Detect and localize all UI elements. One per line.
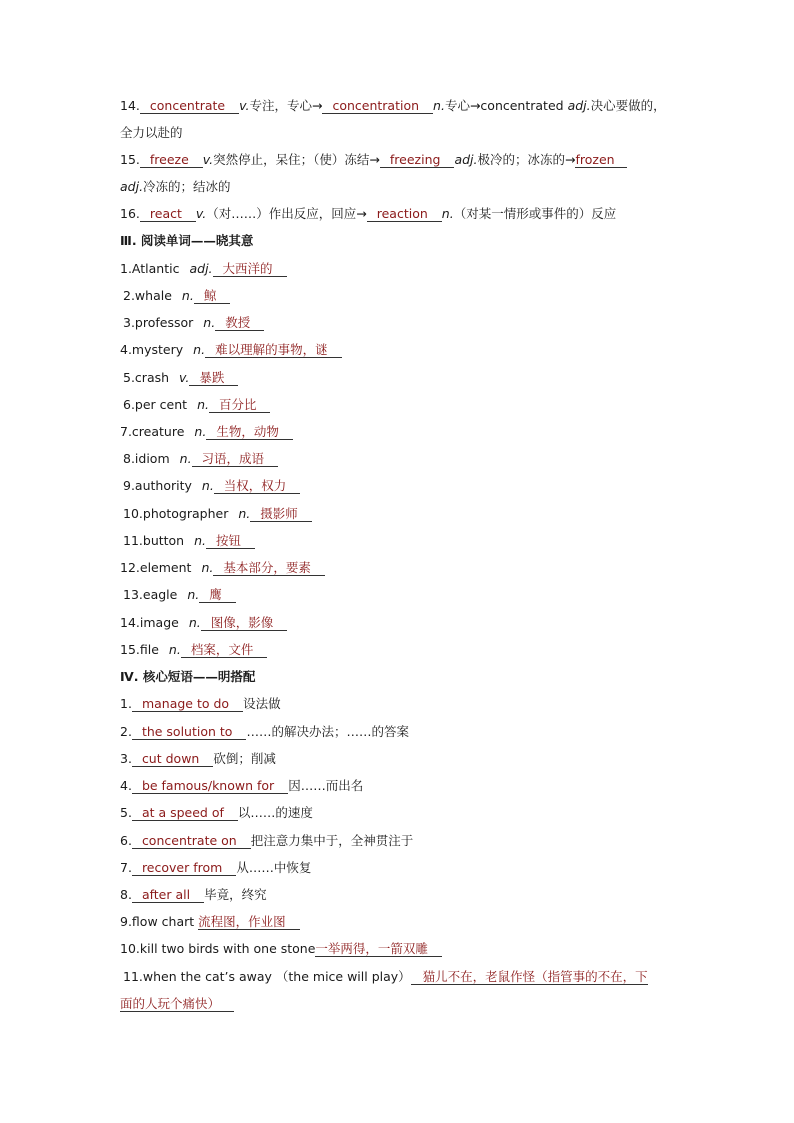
answer-blank: reaction (367, 206, 442, 222)
answer-blank: concentrate on (132, 833, 251, 849)
word-label: 11.button (123, 533, 185, 548)
reading-word-1 (120, 260, 680, 278)
answer-blank: frozen (575, 152, 626, 168)
meaning-text: （对……）作出反应，回应→ (206, 206, 367, 221)
part-of-speech: n. (203, 315, 216, 330)
word-label: 8.idiom (123, 451, 170, 466)
reading-word-14 (120, 614, 680, 632)
phrase-11 (123, 968, 683, 986)
word-label: 12.element (120, 560, 192, 575)
word-form-14-continuation (120, 124, 680, 142)
answer-blank: 难以理解的事物，谜 (205, 342, 342, 358)
phrase-5 (120, 804, 680, 822)
phrase-label: 9.flow chart (120, 914, 199, 929)
phrase-1 (120, 695, 680, 713)
answer-blank: 猫儿不在，老鼠作怪（指管事的不在，下 (411, 969, 648, 985)
answer-blank: 鹰 (199, 587, 236, 603)
meaning-text: 突然停止，呆住；（使）冻结→ (213, 152, 380, 167)
answer-blank: 面的人玩个痛快） (120, 996, 234, 1012)
part-of-speech: v. (179, 370, 190, 385)
reading-word-12 (120, 559, 680, 577)
word-label: 13.eagle (123, 587, 178, 602)
part-of-speech: v. (195, 206, 207, 221)
reading-word-9 (123, 477, 683, 495)
phrase-4 (120, 777, 680, 795)
answer-blank: at a speed of (132, 805, 238, 821)
part-of-speech: n. (201, 478, 214, 493)
word-label: 4.mystery (120, 342, 184, 357)
reading-word-4 (120, 341, 680, 359)
word-label: 6.per cent (123, 397, 188, 412)
part-of-speech: n. (193, 342, 206, 357)
reading-word-15 (120, 641, 680, 659)
reading-word-13 (123, 586, 683, 604)
meaning-text: 设法做 (243, 696, 281, 711)
word-form-15 (120, 151, 680, 169)
phrase-11-continuation (120, 995, 680, 1013)
meaning-text: 把注意力集中于，全神贯注于 (250, 833, 414, 848)
answer-blank: 按钮 (206, 533, 255, 549)
item-number: 4. (120, 778, 132, 793)
answer-blank: concentrate (140, 98, 239, 114)
reading-word-5 (123, 369, 683, 387)
reading-word-11 (123, 532, 683, 550)
item-number: 1. (120, 696, 132, 711)
word-label: 10.photographer (123, 506, 229, 521)
meaning-text: ……的解决办法；……的答案 (246, 724, 409, 739)
part-of-speech: n. (181, 288, 194, 303)
word-label: 15.file (120, 642, 159, 657)
section-heading-reading-words: Ⅲ. 阅读单词——晓其意 (120, 233, 254, 248)
meaning-text: （对某一情形或事件的）反应 (453, 206, 617, 221)
item-number: 6. (120, 833, 132, 848)
part-of-speech: adj. (454, 152, 478, 167)
part-of-speech: n. (197, 397, 209, 412)
item-number: 8. (120, 887, 132, 902)
meaning-text: 专注，专心→ (249, 98, 323, 113)
item-number: 3. (120, 751, 132, 766)
part-of-speech: n. (433, 98, 445, 113)
phrase-9 (120, 913, 680, 931)
word-label: 1.Atlantic (120, 261, 180, 276)
item-number: 15. (120, 152, 140, 167)
item-number: 14. (120, 98, 140, 113)
reading-word-6 (123, 396, 683, 414)
answer-blank: recover from (132, 860, 236, 876)
part-of-speech: n. (179, 451, 192, 466)
meaning-text: 冷冻的；结冰的 (143, 179, 231, 194)
part-of-speech: n. (201, 560, 214, 575)
part-of-speech: n. (194, 424, 207, 439)
answer-blank: freezing (380, 152, 455, 168)
word-label: 3.professor (123, 315, 194, 330)
phrase-3 (120, 750, 680, 768)
answer-blank: 暴跌 (189, 370, 238, 386)
word-label: 5.crash (123, 370, 170, 385)
meaning-text: 以……的速度 (237, 805, 313, 820)
answer-blank: react (140, 206, 196, 222)
phrase-10 (120, 940, 680, 958)
section-heading-core-phrases: Ⅳ. 核心短语——明搭配 (120, 669, 256, 684)
answer-blank: 习语，成语 (192, 451, 279, 467)
reading-word-7 (120, 423, 680, 441)
part-of-speech: adj. (567, 98, 591, 113)
word-label: 2.whale (123, 288, 172, 303)
meaning-text: 全力以赴的 (120, 125, 183, 140)
phrase-6 (120, 832, 680, 850)
meaning-text: 因……而出名 (288, 778, 364, 793)
answer-blank: 大西洋的 (213, 261, 287, 277)
phrase-2 (120, 723, 680, 741)
item-number: 5. (120, 805, 132, 820)
word-label: 7.creature (120, 424, 185, 439)
answer-blank: 百分比 (209, 397, 271, 413)
answer-blank: 摄影师 (250, 506, 312, 522)
answer-blank: 鲸 (194, 288, 231, 304)
answer-blank: manage to do (132, 696, 243, 712)
meaning-text: 从……中恢复 (236, 860, 312, 875)
phrase-7 (120, 859, 680, 877)
part-of-speech: n. (187, 587, 200, 602)
phrase-label: 10.kill two birds with one stone (120, 941, 316, 956)
reading-word-10 (123, 505, 683, 523)
reading-word-8 (123, 450, 683, 468)
reading-word-3 (123, 314, 683, 332)
item-number: 2. (120, 724, 132, 739)
phrase-8 (120, 886, 680, 904)
answer-blank: 当权，权力 (214, 478, 301, 494)
phrase-label: 11.when the cat’s away （the mice will play） (123, 969, 411, 984)
part-of-speech: v. (202, 152, 214, 167)
meaning-text: 专心→concentrated (444, 98, 568, 113)
part-of-speech: n. (194, 533, 207, 548)
answer-blank: 生物，动物 (206, 424, 293, 440)
answer-blank: 档案，文件 (181, 642, 268, 658)
word-form-16 (120, 205, 680, 223)
answer-blank: 图像，影像 (201, 615, 288, 631)
word-label: 14.image (120, 615, 179, 630)
answer-blank: 教授 (215, 315, 264, 331)
part-of-speech: adj. (120, 179, 144, 194)
answer-blank: 一举两得，一箭双雕 (315, 941, 442, 957)
answer-blank: the solution to (132, 724, 247, 740)
answer-blank: 流程图，作业图 (198, 914, 300, 930)
answer-blank: be famous/known for (132, 778, 288, 794)
word-form-14 (120, 97, 680, 115)
part-of-speech: adj. (189, 261, 213, 276)
item-number: 7. (120, 860, 132, 875)
meaning-text: 决心要做的， (590, 98, 666, 113)
part-of-speech: v. (239, 98, 250, 113)
word-label: 9.authority (123, 478, 192, 493)
meaning-text: 毕竟，终究 (204, 887, 267, 902)
reading-word-2 (123, 287, 683, 305)
meaning-text: 砍倒；削减 (213, 751, 276, 766)
item-number: 16. (120, 206, 140, 221)
part-of-speech: n. (441, 206, 454, 221)
answer-blank: cut down (132, 751, 213, 767)
word-form-15-continuation (120, 178, 680, 196)
part-of-speech: n. (168, 642, 181, 657)
answer-blank: after all (132, 887, 204, 903)
answer-blank: freeze (140, 152, 203, 168)
answer-blank: concentration (322, 98, 433, 114)
answer-blank: 基本部分，要素 (213, 560, 325, 576)
meaning-text: 极冷的；冰冻的→ (477, 152, 576, 167)
part-of-speech: n. (188, 615, 201, 630)
part-of-speech: n. (238, 506, 251, 521)
